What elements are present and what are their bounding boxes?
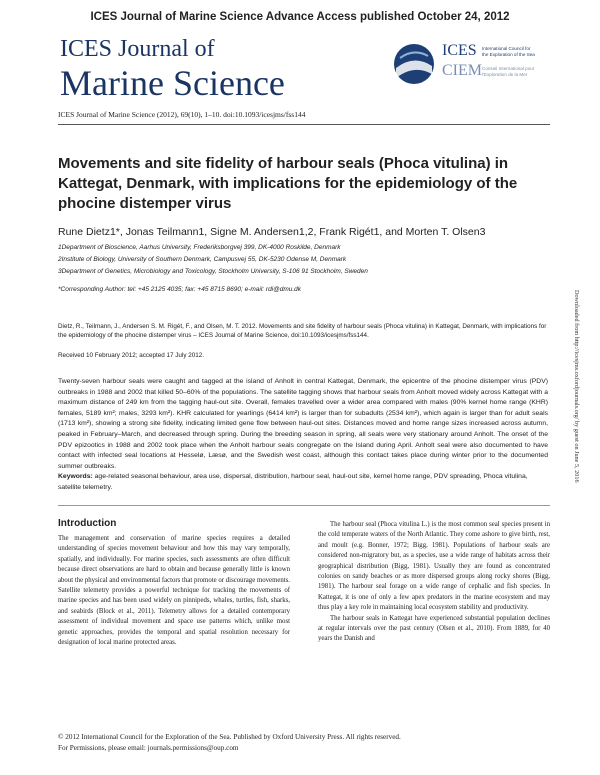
copyright-footer xyxy=(58,732,401,754)
keywords-label: Keywords: xyxy=(58,473,93,480)
download-sidebar-text: Downloaded from http://icesjms.oxfordjournals.org/ by guest on June 5, 2016 xyxy=(573,290,580,483)
affiliation-2: 2Institute of Biology, University of Southern Denmark, Campusvej 55, DK-5230 Odense M, Denmark xyxy=(58,256,347,263)
body-column-right xyxy=(318,520,550,645)
ices-english-name: International Council for the Exploration of the Sea xyxy=(482,46,535,57)
ciem-label: CIEM xyxy=(442,62,482,79)
advance-access-banner: ICES Journal of Marine Science Advance Access published October 24, 2012 xyxy=(90,11,510,23)
keywords-list: age-related seasonal behaviour, area use, dispersal, distribution, harbour seal, haul-out site, kernel home range, PDV spreading, Phoca vitulina, satellite telemetry. xyxy=(58,473,528,491)
body-column-left: The management and conservation of marine species requires a detailed understanding of species movement behaviour and how this may vary temporally, spatially, and individually. For marine species, such assessments are often difficult because direct observations are hard to obtain and because generally little is known about the physical and environmental factors that promote or discourage movements. Satellite telemetry provides a powerful technique for tracking the movements of marine species and has been used widely on pinnipeds, whales, turtles, fish, sharks, and seabirds (Block et al., 2011). Telemetry allows for a detailed contemporary assessment of individual movement and space use patterns which, unlike most genetic approaches, provides the temporal and spatial resolution necessary for designation of local marine protected areas. xyxy=(58,535,290,647)
body-paragraph: The harbour seals in Kattegat have experienced substantial population declines at regular intervals over the past century (Olsen et al., 2010). From 1889, for 40 years the Danish and xyxy=(318,614,550,643)
body-paragraph: The harbour seal (Phoca vitulina L.) is the most common seal species present in the cold temperate waters of the North Atlantic. They come ashore to give birth, rest, and moult (e.g. Bonner, 1972; Bigg, 1981). Populations of harbour seals are considered non-migratory but, as a species, use a wide range of habitats across their geographical distribution (Bigg, 1981). Usually they are found as concentrated colonies on sandy beaches or as more dispersed groups along rocky shores (Bigg, 1981). The harbour seal forage on a wide range of cephalic and fish species. In Kattegat, it is one of only a few apex predators in the marine ecosystem and may thus play a key role in maintaining local ecosystem stability and productivity. xyxy=(318,521,550,612)
received-dates: Received 10 February 2012; accepted 17 July 2012. xyxy=(58,352,204,359)
article-citation: Dietz, R., Teilmann, J., Andersen S. M. Rigét, F., and Olsen, M. T. 2012. Movements and site fidelity of harbour seals (Phoca vitulina) in Kattegat, Denmark, with implications for the epidemiology of the phocine distemper virus – ICES Journal of Marine Science, doi:10.1093/icesjms/fss144. xyxy=(58,323,547,339)
corresponding-author: *Corresponding Author: tel: +45 2125 4035; fax: +45 8715 8690; e-mail: rdi@dmu.dk xyxy=(58,286,302,293)
ices-logo xyxy=(390,40,560,90)
journal-title-line2: Marine Science xyxy=(60,63,285,103)
header-divider xyxy=(58,124,550,125)
ciem-french-name: Conseil International pour l'Exploration de la Mer xyxy=(482,66,535,77)
affiliation-3: 3Department of Genetics, Microbiology and Toxicology, Stockholm University, S-106 91 Stockholm, Sweden xyxy=(58,268,368,275)
author-list: Rune Dietz1*, Jonas Teilmann1, Signe M. Andersen1,2, Frank Rigét1, and Morten T. Olsen3 xyxy=(58,226,486,238)
affiliation-1: 1Department of Bioscience, Aarhus University, Frederiksborgvej 399, DK-4000 Roskilde, Denmark xyxy=(58,244,341,251)
journal-citation-line: ICES Journal of Marine Science (2012), 69(10), 1–10. doi:10.1093/icesjms/fss144 xyxy=(58,110,306,119)
abstract-divider xyxy=(58,505,550,506)
globe-icon xyxy=(390,40,438,88)
ices-label: ICES xyxy=(442,42,477,59)
permissions-line: For Permissions, please email: journals.permissions@oup.com xyxy=(58,744,239,752)
article-title: Movements and site fidelity of harbour seals (Phoca vitulina) in Kattegat, Denmark, with implications for the epidemiology of the phocine distemper virus xyxy=(58,155,518,212)
copyright-line: © 2012 International Council for the Exploration of the Sea. Published by Oxford University Press. All rights reserved. xyxy=(58,733,401,741)
journal-title-line1: ICES Journal of xyxy=(60,36,215,62)
keywords xyxy=(58,472,548,493)
section-heading-introduction: Introduction xyxy=(58,518,117,529)
abstract: Twenty-seven harbour seals were caught and tagged at the island of Anholt in central Kattegat, Denmark, the epicentre of the phocine distemper virus (PDV) outbreaks in 1988 and 2002 that killed 50–60% of the populations. The satellite tagging shows that harbour seals from Anholt moved widely across Kattegat with a maximum distance of 249 km from the tagging haul-out site. Overall, females travelled over a wider area compared with males (90% kernel home range (KHR) females, 5189 km²; males, 3293 km²). KHR calculated for yearlings (6414 km²) is larger than for subadults (2534 km²), which again is larger than for adult seals (1713 km²), showing a strong site fidelity, indicating limited gene flow between haul-out sites. Distances moved and home range sizes increased across autumn, peaked in February–March, and decreased through spring. During the breeding season in spring, all seals were very stationary around Anholt. The onset of the PDV epizootics in 1988 and 2002 took place when the Anholt harbour seals congregate on the Island during April. Anholt seal were also documented to have contact with infected seal locations at Hesselø, Læsø, and the Swedish west coast, although this contact takes place during winter prior to the documented summer outbreaks. xyxy=(58,378,548,470)
